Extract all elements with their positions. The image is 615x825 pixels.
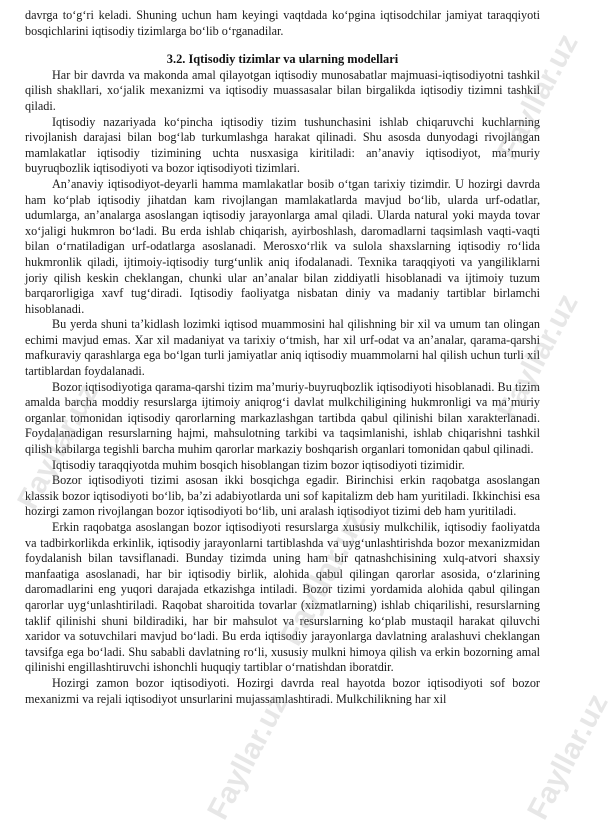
paragraph: Bozor iqtisodiyotiga qarama-qarshi tizim ma’muriy-buyruqbozlik iqtisodiyoti hisoblanadi. Bu tizim amalda barcha moddiy resurslarga ijtimoiy aniqrog‘i davlat mulkchiligining hukmronligi va ma’muriy organlar tomonidan iqtisodiy qarorlarning markazlashgan tartibda qabul qilinishi bilan xarakterlanadi. Foydalanadigan resurslarning hajmi, mahsulotning tarkibi va taqsimlanishi, ishlab chiqarishni tashkil qilish kabilarga tegishli barcha muhim qarorlar markaziy boshqarish organlari tomonidan qabul qilinadi. [25, 379, 540, 457]
paragraph: An’anaviy iqtisodiyot-deyarli hamma mamlakatlar bosib o‘tgan tarixiy tizimdir. U hozirgi davrda ham ko‘plab iqtisodiy jihatdan kam rivojlangan mamlakatlarda mavjud bo‘lib, ularda urf-odatlar, udumlarga, an’analarga asoslangan iqtisodiy jarayonlarga amal qiladi. Ularda natural yoki mayda tovar xo‘jaligi hukmron bo‘ladi. Bu erda ishlab chiqarish, ayirboshlash, daromadlarni taqsimlash vaqti-vaqti bilan o‘rnatiladigan urf-odatlarga asoslanadi. Merosxo‘rlik va sulola shaxslarning iqtisodiy ro‘lida hukmronlik qiladi, ijtimoiy-iqtisodiy turg‘unlik aniq ifodalanadi. Texnika taraqqiyoti va yangiliklarni joriy qilish keskin cheklangan, chunki ular an’analar bilan ziddiyatli hisoblanadi va ijtimoiy tuzum barqarorligiga xavf tug‘diradi. Iqtisodiy faoliyatga nisbatan diniy va madaniy tartiblar birlamchi hisoblanadi. [25, 176, 540, 316]
section-title: 3.2. Iqtisodiy tizimlar va ularning modellari [166, 52, 399, 67]
watermark: Fayllar.uz [521, 688, 615, 825]
document-body [25, 8, 540, 707]
watermark: Fayllar.uz [491, 28, 585, 165]
paragraph: Bozor iqtisodiyoti tizimi asosan ikki bosqichga egadir. Birinchisi erkin raqobatga asoslangan klassik bozor iqtisodiyoti bo‘lib, ba’zi adabiyotlarda uni sof kapitalizm deb ham yuritiladi. Ikkinchisi esa hozirgi zamon rivojlangan bozor iqtisodiyoti bo‘lib, uni aralash iqtisodiyot tizimi deb ham yuritiladi. [25, 473, 540, 519]
paragraph: Iqtisodiy taraqqiyotda muhim bosqich hisoblangan tizim bozor iqtisodiyoti tizimidir. [52, 457, 465, 472]
paragraph: Iqtisodiy nazariyada ko‘pincha iqtisodiy tizim tushunchasini ishlab chiqaruvchi kuchlarning rivojlanish darajasi bilan bog‘lab turkumlashga harakat qilinadi. Shu asosda dunyodagi rivojlangan mamlakatlar iqtisodiy tizimining uchta nusxasiga kiritiladi: an’anaviy iqtisodiyot, ma’muriy buyruqbozlik iqtisodiyoti va bozor iqtisodiyoti tizimlari. [25, 114, 540, 176]
paragraph: Erkin raqobatga asoslangan bozor iqtisodiyoti resurslarga xususiy mulkchilik, iqtisodiy faoliyatda va tadbirkorlikda erkinlik, iqtisodiy jarayonlarni tartiblashda va uyg‘unlashtirishda bozor mexanizmidan foydalanish bilan tavsiflanadi. Bunday tizimda uning ham bir qatnashchisining xulq-atvori shaxsiy manfaatiga asoslanadi, har bir iqtisodiy birlik, alohida qabul qilingan qarorlar asosida, o‘zlarining daromadlarini eng yuqori darajada etkazishga intiladi. Bozor tizimi yordamida alohida qabul qilingan qarorlar uyg‘unlashtiriladi. Raqobat sharoitida tovarlar (xizmatlarning) ishlab chiqarilishi, resurslarning taklif qilinishi shuni bildiradiki, har bir mahsulot va resurslarning ko‘plab mustaqil harakat qiluvchi xaridor va sotuvchilari mavjud bo‘ladi. Bu erda iqtisodiy jarayonlarga davlatning aralashuvi cheklangan tavsifga ega bo‘ladi. Shu sababli davlatning ro‘li, xususiy mulkni himoya qilish va erkin bozorning amal qilinishi engillashtiruvchi ishonchli huquqiy tartiblar o‘rnatishdan iboratdir. [25, 520, 540, 675]
paragraph-continuation: davrga to‘g‘ri keladi. Shuning uchun ham keyingi vaqtdada ko‘pgina iqtisodchilar jamiyat taraqqiyoti bosqichlarini iqtisodiy tizimlarga bo‘lib o‘rganadilar. [25, 8, 540, 38]
paragraph: Har bir davrda va makonda amal qilayotgan iqtisodiy munosabatlar majmuasi-iqtisodiyotni tashkil qilish shakllari, xo‘jalik mexanizmi va iqtisodiy muassasalar bilan birgalikda iqtisodiy tizimni tashkil qiladi. [25, 67, 540, 113]
watermark: Fayllar.uz [11, 378, 105, 515]
paragraph: Bu yerda shuni ta’kidlash lozimki iqtisod muammosini hal qilishning bir xil va umum tan olingan echimi mavjud emas. Xar xil madaniyat va tarixiy o‘tmish, har xil urf-odat va an’analar, qarama-qarshi mafkuraviy qarashlarga ega bo‘lgan turli jamiyatlar aniq iqtisodiy muammolarni hal qilish uchun turli xil tartiblardan foydalanadi. [25, 317, 540, 379]
paragraph: Hozirgi zamon bozor iqtisodiyoti. Hozirgi davrda real hayotda bozor iqtisodiyoti sof bozor mexanizmi va rejali iqtisodiyot unsurlarini mujassamlashtiradi. Mulkchilikning har xil [25, 675, 540, 706]
watermark: Fayllar.uz [272, 505, 373, 652]
watermark: Fayllar.uz [201, 688, 295, 825]
watermark: Fayllar.uz [491, 288, 585, 425]
